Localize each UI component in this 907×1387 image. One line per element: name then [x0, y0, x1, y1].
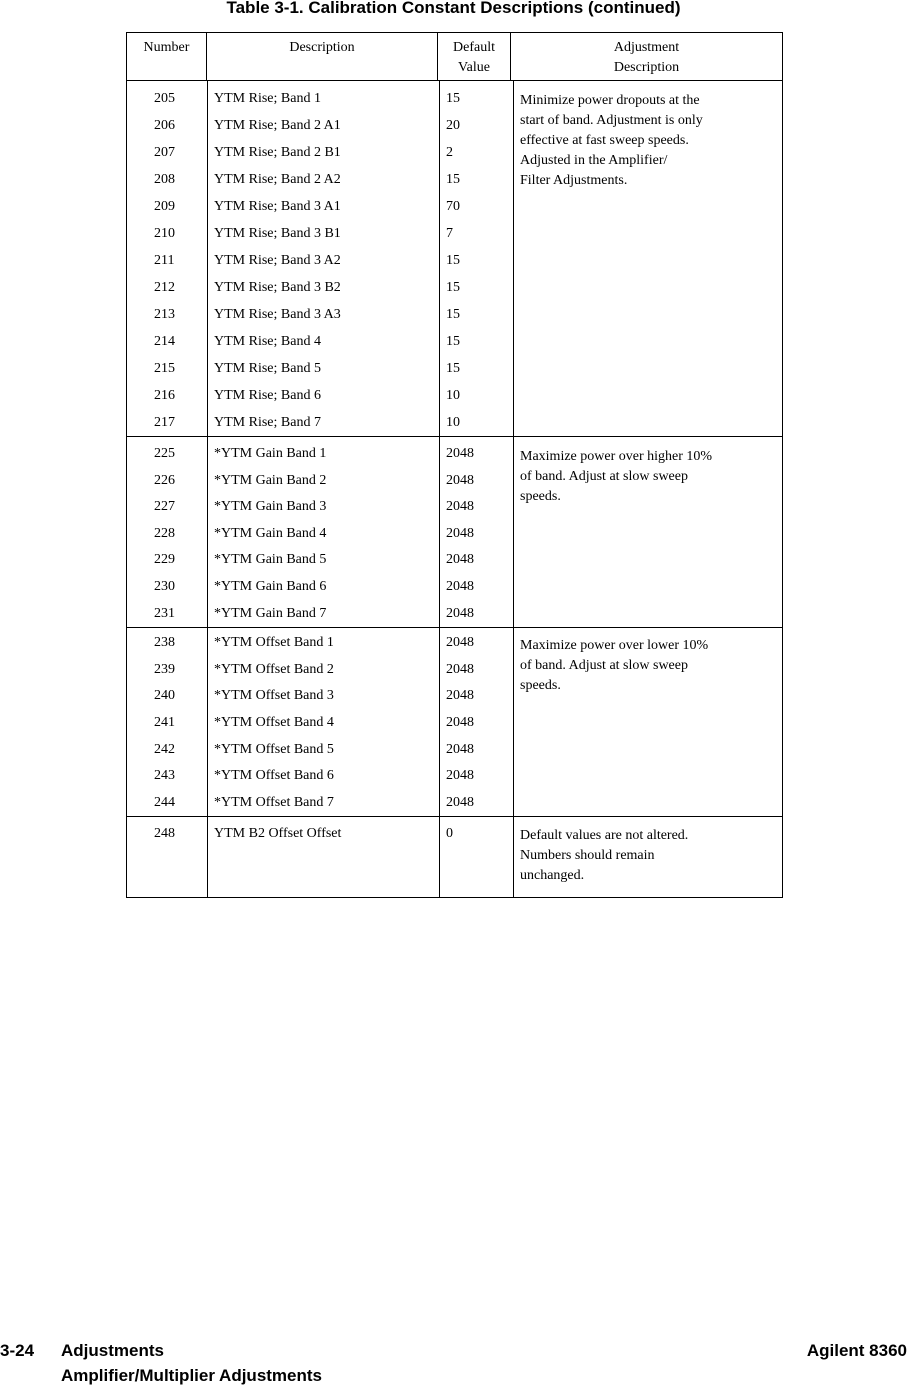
default-value: 2048 — [446, 472, 474, 488]
table-group — [127, 817, 782, 897]
default-value: 10 — [446, 388, 460, 403]
constant-number-column — [127, 437, 208, 627]
constant-number: 231 — [154, 605, 175, 621]
constant-number: 212 — [154, 280, 175, 295]
constant-number: 209 — [154, 199, 175, 214]
default-value-column — [440, 817, 514, 897]
default-value: 2048 — [446, 525, 474, 541]
default-value: 2048 — [446, 661, 474, 677]
constant-description-column — [208, 817, 440, 897]
constant-description: *YTM Gain Band 5 — [214, 552, 327, 568]
footer-product: Agilent 8360 — [806, 1341, 907, 1360]
constant-number: 215 — [154, 361, 175, 376]
table-title: Table 3-1. Calibration Constant Descriptions (continued) — [226, 0, 681, 17]
constant-description-column — [208, 628, 440, 816]
constant-description: YTM Rise; Band 3 B1 — [214, 226, 341, 241]
table-header — [127, 33, 782, 81]
footer-page-number: 3-24 — [0, 1341, 35, 1360]
constant-description: YTM Rise; Band 2 B1 — [214, 145, 341, 160]
default-value: 15 — [446, 253, 460, 268]
constant-number: 242 — [154, 741, 175, 757]
default-value: 2 — [446, 145, 453, 160]
default-value: 15 — [446, 172, 460, 187]
constant-number: 244 — [154, 794, 175, 810]
default-value: 15 — [446, 334, 460, 349]
constant-description: *YTM Offset Band 1 — [214, 635, 334, 651]
default-value: 2048 — [446, 499, 474, 515]
constant-description: *YTM Offset Band 4 — [214, 714, 334, 730]
header-adjustment-description: Adjustment Description — [613, 40, 680, 75]
default-value: 2048 — [446, 552, 474, 568]
constant-number: 229 — [154, 552, 175, 568]
constant-description: YTM Rise; Band 4 — [214, 334, 321, 349]
default-value: 0 — [446, 826, 453, 842]
constant-description: *YTM Offset Band 3 — [214, 688, 334, 704]
constant-description: *YTM Gain Band 1 — [214, 446, 327, 461]
constant-description: *YTM Offset Band 2 — [214, 661, 334, 677]
footer-section: Adjustments — [61, 1341, 164, 1360]
constant-number: 238 — [154, 635, 175, 651]
header-default-value: Default Value — [438, 33, 511, 80]
constant-description: YTM Rise; Band 1 — [214, 91, 321, 106]
constant-number: 239 — [154, 661, 175, 677]
default-value: 10 — [446, 415, 460, 430]
default-value-column — [440, 437, 514, 627]
constant-number: 243 — [154, 768, 175, 784]
constant-number-column — [127, 81, 208, 436]
constant-number: 211 — [154, 253, 175, 268]
constant-description: *YTM Gain Band 2 — [214, 472, 327, 488]
default-value: 2048 — [446, 578, 474, 594]
constant-description: YTM Rise; Band 2 A2 — [214, 172, 341, 187]
constant-number: 205 — [154, 91, 175, 106]
default-value-column — [440, 628, 514, 816]
constant-number: 227 — [154, 499, 175, 515]
default-value: 2048 — [446, 794, 474, 810]
default-value: 2048 — [446, 688, 474, 704]
adjustment-description: Maximize power over higher 10% of band. Adjust at slow sweep speeds. — [520, 449, 713, 504]
constant-description: YTM Rise; Band 3 A3 — [214, 307, 341, 322]
constant-description: YTM Rise; Band 6 — [214, 388, 321, 403]
constant-number: 208 — [154, 172, 175, 187]
constant-description: *YTM Gain Band 3 — [214, 499, 327, 515]
adjustment-description: Default values are not altered. Numbers should remain unchanged. — [520, 828, 689, 884]
constant-description: YTM Rise; Band 2 A1 — [214, 118, 341, 133]
constant-number: 230 — [154, 578, 175, 594]
default-value: 15 — [446, 280, 460, 295]
default-value: 15 — [446, 91, 460, 106]
default-value: 2048 — [446, 768, 474, 784]
constant-description: *YTM Offset Band 6 — [214, 768, 334, 784]
constant-number-column — [127, 628, 208, 816]
constant-number: 207 — [154, 145, 175, 160]
constant-description: YTM Rise; Band 7 — [214, 415, 321, 430]
header-number: Number — [127, 33, 207, 80]
constant-description: YTM Rise; Band 3 A2 — [214, 253, 341, 268]
constant-number: 214 — [154, 334, 175, 349]
adjustment-description: Minimize power dropouts at the start of band. Adjustment is only effective at fast sweep speeds. Adjusted in the Amplifier/ Filter Adjustments. — [520, 93, 703, 188]
constant-number: 225 — [154, 446, 175, 461]
constant-number: 210 — [154, 226, 175, 241]
table-group — [127, 437, 782, 628]
constant-description: YTM B2 Offset Offset — [214, 826, 342, 842]
default-value: 2048 — [446, 605, 474, 621]
constant-description: *YTM Offset Band 5 — [214, 741, 334, 757]
table-group — [127, 628, 782, 817]
default-value: 2048 — [446, 714, 474, 730]
constant-description: *YTM Offset Band 7 — [214, 794, 334, 810]
constant-description: YTM Rise; Band 5 — [214, 361, 321, 376]
default-value: 7 — [446, 226, 453, 241]
table-group — [127, 81, 782, 437]
constant-description-column — [208, 437, 440, 627]
constant-number: 240 — [154, 688, 175, 704]
default-value: 15 — [446, 361, 460, 376]
header-description: Description — [207, 33, 438, 80]
footer-subsection: Amplifier/Multiplier Adjustments — [61, 1366, 323, 1385]
default-value-column — [440, 81, 514, 436]
constant-number: 206 — [154, 118, 175, 133]
default-value: 2048 — [446, 741, 474, 757]
constant-description: YTM Rise; Band 3 A1 — [214, 199, 341, 214]
constant-description: YTM Rise; Band 3 B2 — [214, 280, 341, 295]
calibration-constants-table — [126, 32, 783, 898]
adjustment-description: Maximize power over lower 10% of band. Adjust at slow sweep speeds. — [520, 638, 709, 694]
constant-description: *YTM Gain Band 4 — [214, 525, 327, 541]
default-value: 15 — [446, 307, 460, 322]
constant-number: 226 — [154, 472, 175, 488]
constant-number-column — [127, 817, 208, 897]
default-value: 20 — [446, 118, 460, 133]
constant-number: 248 — [154, 826, 175, 842]
constant-description: *YTM Gain Band 7 — [214, 605, 327, 621]
default-value: 70 — [446, 199, 460, 214]
constant-number: 228 — [154, 525, 175, 541]
default-value: 2048 — [446, 446, 474, 461]
constant-number: 241 — [154, 714, 175, 730]
constant-number: 213 — [154, 307, 175, 322]
constant-description: *YTM Gain Band 6 — [214, 578, 327, 594]
default-value: 2048 — [446, 635, 474, 651]
constant-description-column — [208, 81, 440, 436]
constant-number: 216 — [154, 388, 175, 403]
constant-number: 217 — [154, 415, 175, 430]
